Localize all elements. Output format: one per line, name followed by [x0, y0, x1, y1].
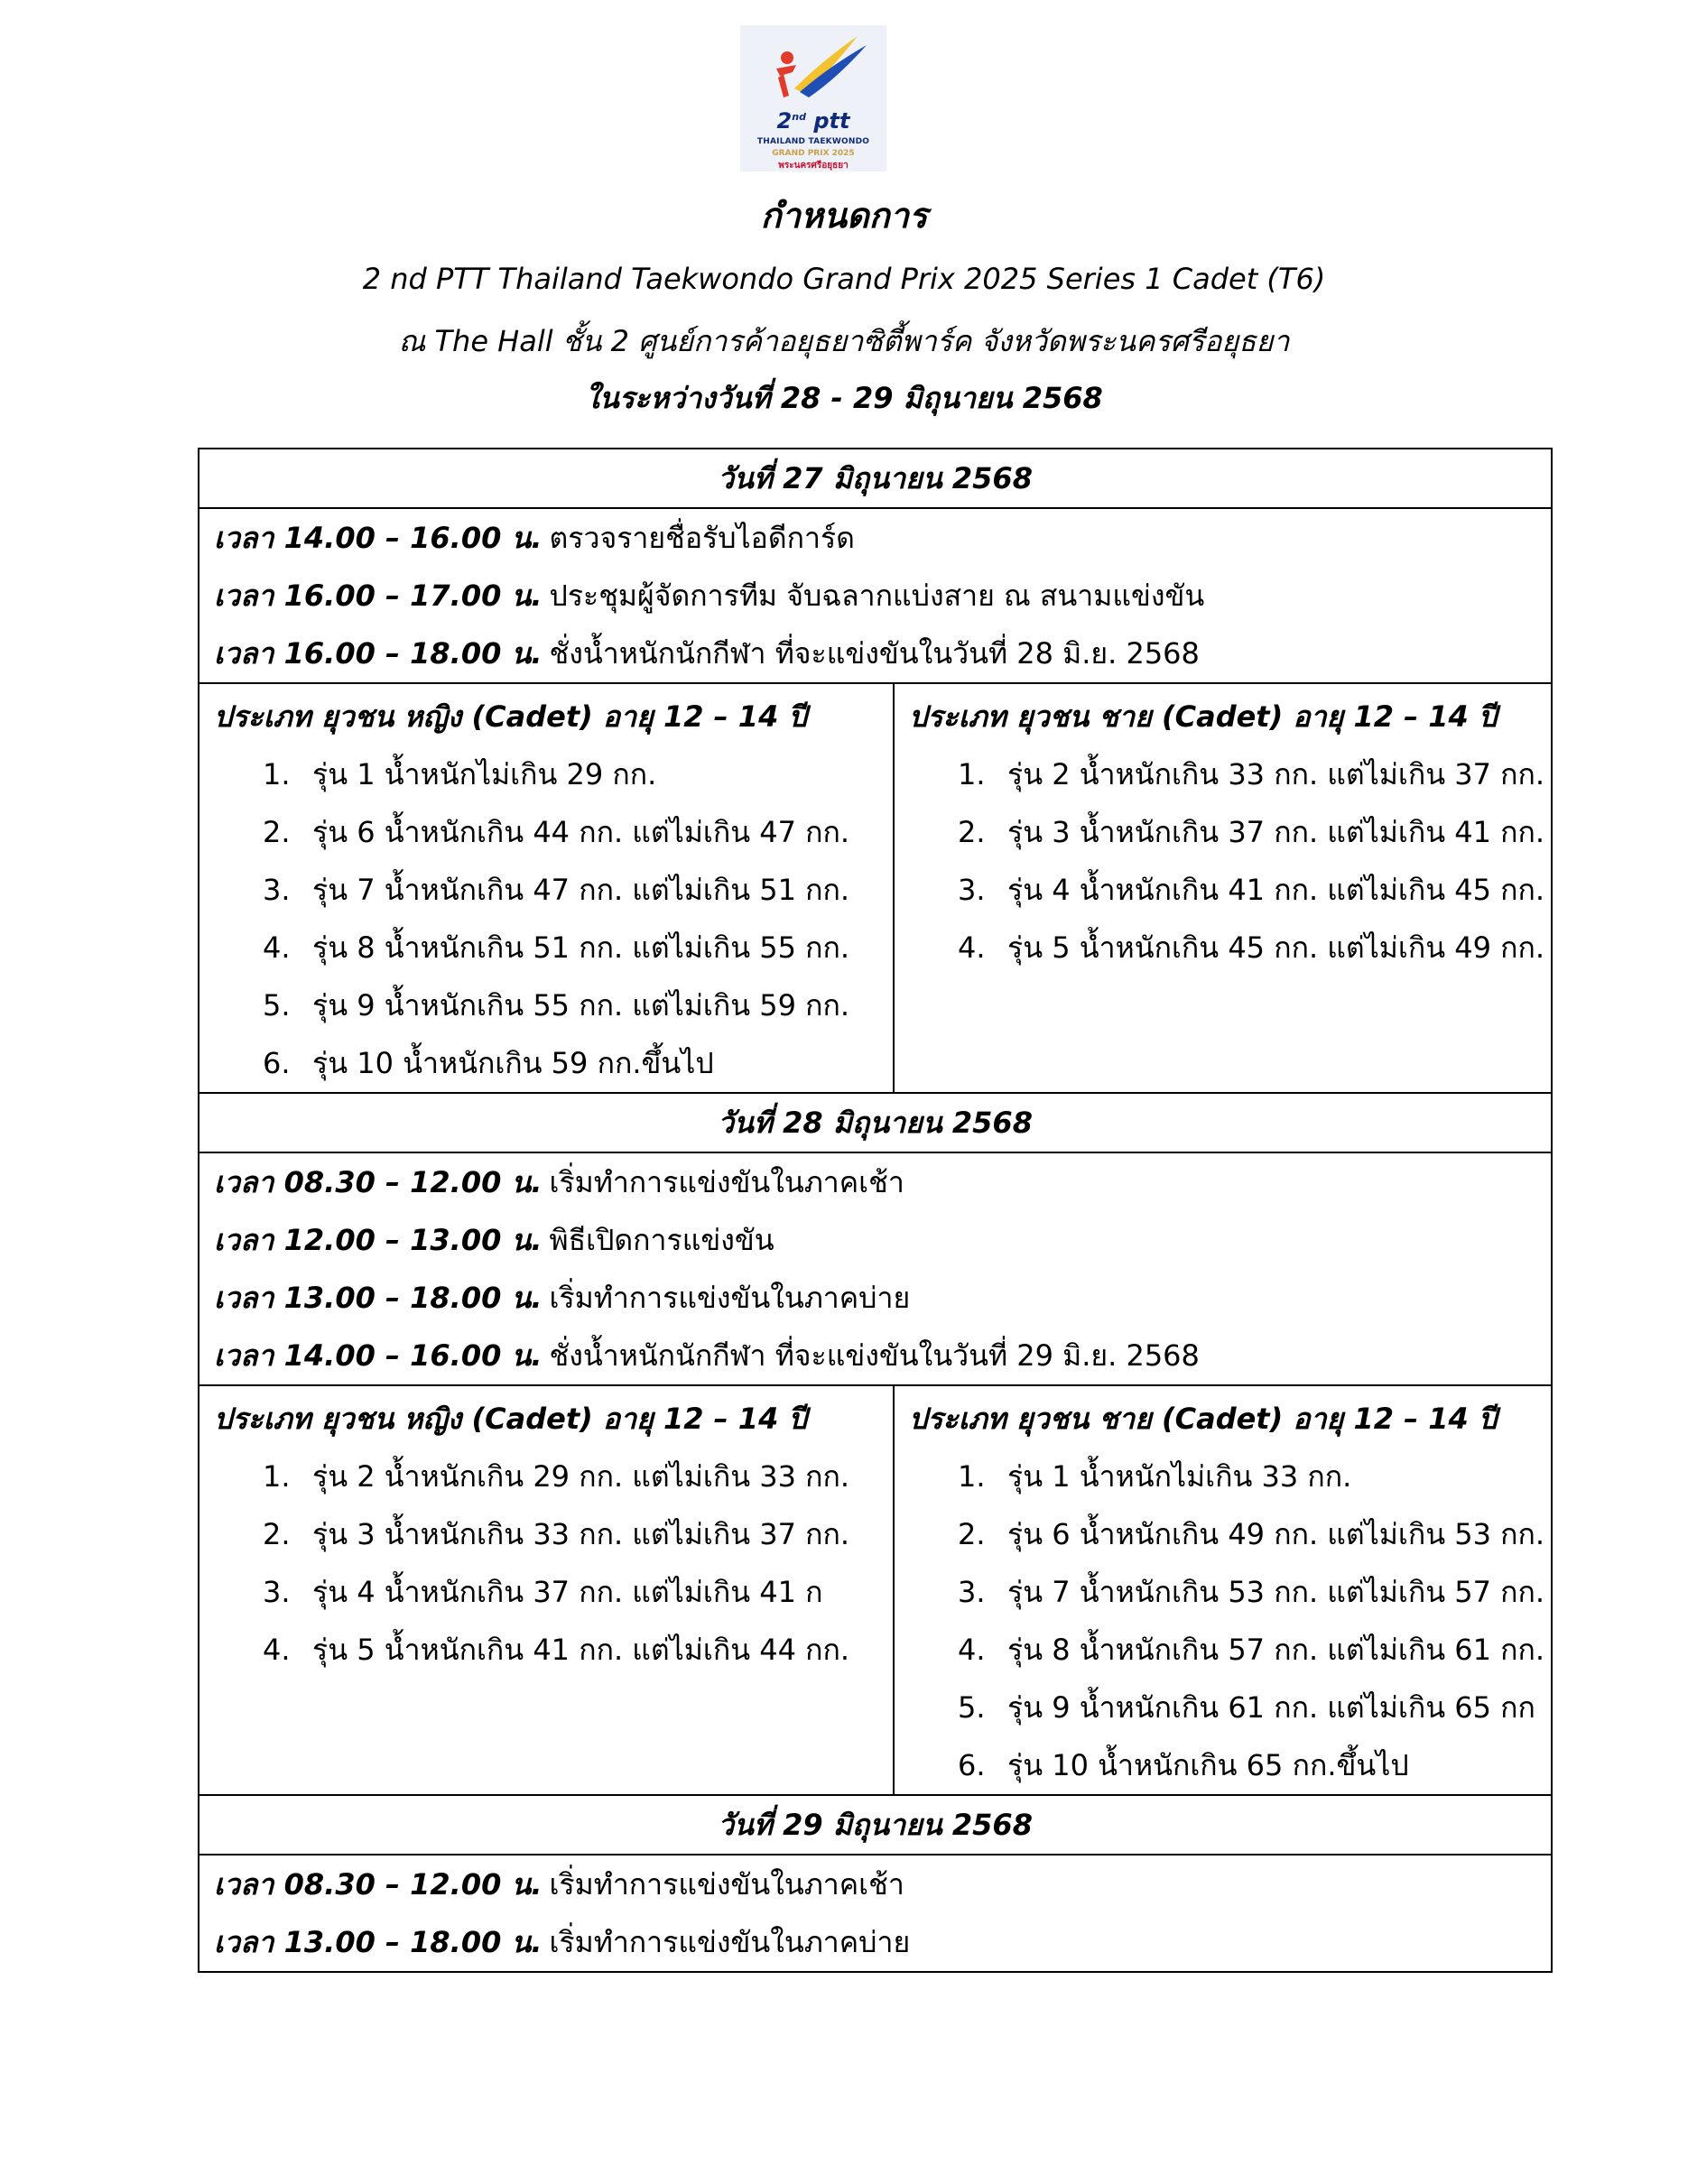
- schedule-activity: ตรวจรายชื่อรับไอดีการ์ด: [549, 521, 855, 555]
- schedule-time: เวลา 14.00 – 16.00 น.: [214, 1338, 543, 1373]
- weight-class-number: 5.: [263, 988, 291, 1023]
- logo-line-3: พระนครศรีอยุธยา: [778, 161, 849, 171]
- weight-class-item: [199, 803, 893, 861]
- weight-class-text: รุ่น 6 น้ำหนักเกิน 49 กก. แต่ไม่เกิน 53 กก.: [1007, 1517, 1545, 1551]
- weight-class-number: 6.: [958, 1748, 986, 1782]
- day-items-row: [199, 508, 1552, 683]
- female-category-cell: [199, 683, 894, 1093]
- schedule-item: [199, 1913, 1551, 1971]
- weight-class-text: รุ่น 4 น้ำหนักเกิน 37 กก. แต่ไม่เกิน 41 ก: [312, 1575, 823, 1609]
- weight-class-item: [199, 919, 893, 976]
- event-name: 2 nd PTT Thailand Taekwondo Grand Prix 2025 Series 1 Cadet (T6): [362, 262, 1326, 296]
- day-items-row: [199, 1152, 1552, 1385]
- weight-class-item: [199, 1034, 893, 1092]
- weight-class-number: 6.: [263, 1046, 291, 1080]
- weight-class-number: 1.: [958, 757, 986, 791]
- weight-class-item: [199, 1448, 893, 1505]
- schedule-activity: เริ่มทำการแข่งขันในภาคบ่าย: [549, 1925, 911, 1959]
- weight-class-text: รุ่น 1 น้ำหนักไม่เกิน 33 กก.: [1007, 1459, 1352, 1494]
- schedule-item: [199, 1855, 1551, 1913]
- weight-class-number: 3.: [958, 873, 986, 907]
- weight-class-item: [199, 1621, 893, 1679]
- schedule-activity: เริ่มทำการแข่งขันในภาคเช้า: [549, 1867, 904, 1902]
- schedule-time: เวลา 08.30 – 12.00 น.: [214, 1165, 543, 1199]
- weight-class-text: รุ่น 2 น้ำหนักเกิน 33 กก. แต่ไม่เกิน 37 กก.: [1007, 757, 1545, 791]
- schedule-time: เวลา 13.00 – 18.00 น.: [214, 1925, 543, 1959]
- schedule-item: [199, 625, 1551, 682]
- logo-line-1: THAILAND TAEKWONDO: [756, 137, 870, 146]
- category-label: ประเภท ยุวชน ชาย (Cadet) อายุ 12 – 14 ปี: [909, 699, 1498, 734]
- event-date-range: ในระหว่างวันที่ 28 - 29 มิถุนายน 2568: [585, 381, 1103, 415]
- schedule-time: เวลา 16.00 – 17.00 น.: [214, 578, 543, 613]
- category-label: ประเภท ยุวชน หญิง (Cadet) อายุ 12 – 14 ปี: [214, 1402, 807, 1436]
- weight-class-text: รุ่น 2 น้ำหนักเกิน 29 กก. แต่ไม่เกิน 33 กก.: [312, 1459, 850, 1494]
- event-venue: ณ The Hall ชั้น 2 ศูนย์การค้าอยุธยาซิตี้พาร์ค จังหวัดพระนครศรีอยุธยา: [398, 324, 1290, 358]
- weight-class-item: [895, 1621, 1551, 1679]
- weight-class-text: รุ่น 9 น้ำหนักเกิน 55 กก. แต่ไม่เกิน 59 กก.: [312, 988, 850, 1023]
- weight-class-item: [895, 919, 1551, 976]
- weight-class-number: 4.: [958, 1633, 986, 1667]
- weight-class-number: 2.: [958, 815, 986, 849]
- logo-number: 2nd ptt: [776, 108, 850, 134]
- weight-class-number: 3.: [263, 873, 291, 907]
- weight-class-text: รุ่น 7 น้ำหนักเกิน 53 กก. แต่ไม่เกิน 57 กก.: [1007, 1575, 1545, 1609]
- schedule-item: [199, 1269, 1551, 1327]
- weight-class-item: [199, 976, 893, 1034]
- weight-class-text: รุ่น 1 น้ำหนักไม่เกิน 29 กก.: [312, 757, 657, 791]
- day-header-cell: [199, 1093, 1552, 1152]
- category-row: [199, 683, 1552, 1093]
- category-label: ประเภท ยุวชน ชาย (Cadet) อายุ 12 – 14 ปี: [909, 1402, 1498, 1436]
- schedule-item: [199, 1327, 1551, 1384]
- weight-class-item: [895, 1736, 1551, 1794]
- schedule-time: เวลา 12.00 – 13.00 น.: [214, 1223, 543, 1257]
- schedule-time: เวลา 16.00 – 18.00 น.: [214, 636, 543, 671]
- weight-class-item: [199, 1563, 893, 1621]
- weight-class-item: [895, 745, 1551, 803]
- schedule-activity: เริ่มทำการแข่งขันในภาคเช้า: [549, 1165, 904, 1199]
- schedule-item: [199, 1211, 1551, 1269]
- schedule-item: [199, 509, 1551, 567]
- taekwondo-kicker-icon: [740, 25, 886, 106]
- weight-class-item: [895, 1563, 1551, 1621]
- day-header-row: [199, 449, 1552, 508]
- weight-class-text: รุ่น 8 น้ำหนักเกิน 51 กก. แต่ไม่เกิน 55 กก.: [312, 930, 850, 965]
- schedule-time: เวลา 14.00 – 16.00 น.: [214, 521, 543, 555]
- weight-class-text: รุ่น 5 น้ำหนักเกิน 45 กก. แต่ไม่เกิน 49 กก.: [1007, 930, 1545, 965]
- schedule-table: [198, 448, 1553, 1973]
- category-row: [199, 1385, 1552, 1795]
- weight-class-text: รุ่น 4 น้ำหนักเกิน 41 กก. แต่ไม่เกิน 45 กก.: [1007, 873, 1545, 907]
- schedule-activity: พิธีเปิดการแข่งขัน: [549, 1223, 774, 1257]
- weight-class-item: [895, 1505, 1551, 1563]
- weight-class-number: 1.: [958, 1459, 986, 1494]
- day-header-cell: [199, 449, 1552, 508]
- schedule-activity: เริ่มทำการแข่งขันในภาคบ่าย: [549, 1281, 911, 1315]
- weight-class-number: 1.: [263, 1459, 291, 1494]
- day-header-row: [199, 1093, 1552, 1152]
- weight-class-text: รุ่น 3 น้ำหนักเกิน 33 กก. แต่ไม่เกิน 37 กก.: [312, 1517, 850, 1551]
- weight-class-item: [199, 1505, 893, 1563]
- day-items-row: [199, 1855, 1552, 1972]
- weight-class-text: รุ่น 5 น้ำหนักเกิน 41 กก. แต่ไม่เกิน 44 กก.: [312, 1633, 850, 1667]
- weight-class-text: รุ่น 9 น้ำหนักเกิน 61 กก. แต่ไม่เกิน 65 กก: [1007, 1690, 1535, 1725]
- weight-class-number: 1.: [263, 757, 291, 791]
- day-items-cell: [199, 1152, 1552, 1385]
- weight-class-number: 3.: [263, 1575, 291, 1609]
- logo-line-2: GRAND PRIX 2025: [772, 149, 855, 158]
- weight-class-number: 2.: [263, 815, 291, 849]
- weight-class-number: 4.: [958, 930, 986, 965]
- event-logo: [740, 25, 886, 171]
- weight-class-text: รุ่น 8 น้ำหนักเกิน 57 กก. แต่ไม่เกิน 61 กก.: [1007, 1633, 1545, 1667]
- female-category-cell: [199, 1385, 894, 1795]
- schedule-item: [199, 567, 1551, 625]
- page-title: กำหนดการ: [760, 196, 928, 236]
- schedule-activity: ชั่งน้ำหนักนักกีฬา ที่จะแข่งขันในวันที่ 29 มิ.ย. 2568: [549, 1338, 1200, 1373]
- day-header-row: [199, 1795, 1552, 1855]
- schedule-item: [199, 1153, 1551, 1211]
- weight-class-text: รุ่น 7 น้ำหนักเกิน 47 กก. แต่ไม่เกิน 51 กก.: [312, 873, 850, 907]
- weight-class-number: 4.: [263, 930, 291, 965]
- schedule-activity: ประชุมผู้จัดการทีม จับฉลากแบ่งสาย ณ สนามแข่งขัน: [549, 578, 1205, 613]
- day-label: วันที่ 29 มิถุนายน 2568: [718, 1808, 1033, 1842]
- day-label: วันที่ 27 มิถุนายน 2568: [718, 461, 1033, 495]
- weight-class-text: รุ่น 10 น้ำหนักเกิน 65 กก.ขึ้นไป: [1007, 1748, 1409, 1782]
- weight-class-item: [895, 803, 1551, 861]
- day-items-cell: [199, 508, 1552, 683]
- weight-class-text: รุ่น 3 น้ำหนักเกิน 37 กก. แต่ไม่เกิน 41 กก.: [1007, 815, 1545, 849]
- day-label: วันที่ 28 มิถุนายน 2568: [718, 1106, 1033, 1140]
- schedule-body: [199, 449, 1552, 1972]
- weight-class-number: 3.: [958, 1575, 986, 1609]
- weight-class-number: 2.: [263, 1517, 291, 1551]
- weight-class-item: [895, 861, 1551, 919]
- weight-class-text: รุ่น 6 น้ำหนักเกิน 44 กก. แต่ไม่เกิน 47 กก.: [312, 815, 850, 849]
- weight-class-number: 2.: [958, 1517, 986, 1551]
- weight-class-item: [199, 745, 893, 803]
- male-category-cell: [894, 683, 1552, 1093]
- category-label: ประเภท ยุวชน หญิง (Cadet) อายุ 12 – 14 ปี: [214, 699, 807, 734]
- schedule-time: เวลา 08.30 – 12.00 น.: [214, 1867, 543, 1902]
- male-category-cell: [894, 1385, 1552, 1795]
- weight-class-number: 5.: [958, 1690, 986, 1725]
- weight-class-text: รุ่น 10 น้ำหนักเกิน 59 กก.ขึ้นไป: [312, 1046, 714, 1080]
- schedule-time: เวลา 13.00 – 18.00 น.: [214, 1281, 543, 1315]
- weight-class-item: [895, 1448, 1551, 1505]
- weight-class-item: [895, 1679, 1551, 1736]
- weight-class-item: [199, 861, 893, 919]
- weight-class-number: 4.: [263, 1633, 291, 1667]
- day-header-cell: [199, 1795, 1552, 1855]
- day-items-cell: [199, 1855, 1552, 1972]
- schedule-activity: ชั่งน้ำหนักนักกีฬา ที่จะแข่งขันในวันที่ 28 มิ.ย. 2568: [549, 636, 1200, 671]
